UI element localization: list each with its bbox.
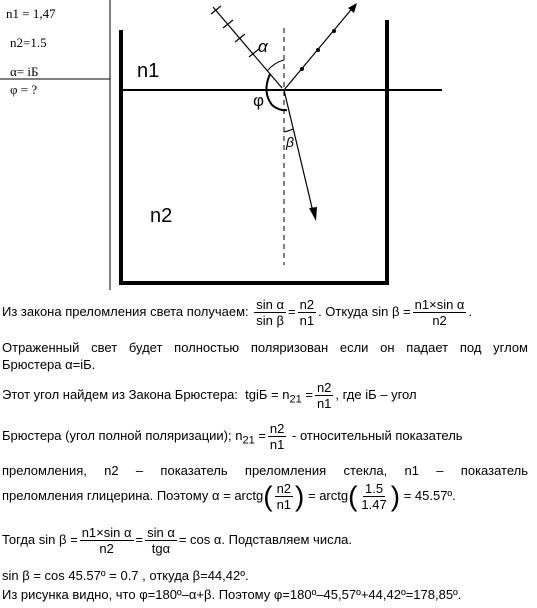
frac-sina-tga: $\frac{\text{sin α}}{\text{tgα}}$	[147, 525, 175, 556]
frac-n2-n1-b: $\frac{n2}{n1}$	[316, 380, 332, 411]
line-brewster-angle: Брюстера α=iБ.	[2, 357, 96, 372]
given-phi: φ = ?	[10, 82, 38, 97]
line-snell: Из закона преломления света получаем: $\frac{\text{sin α}}{\text{sin β}}$ = $\frac{n2}{n1}$ . Откуда sin β = $\frac{\text{n1×sin α}}{n2}$ .	[2, 297, 473, 328]
refraction-diagram	[0, 0, 537, 300]
line-phi-result: Из рисунка видно, что φ=180º–α+β. Поэтому φ=180º–45,57º+44,42º=178,85º.	[2, 587, 462, 602]
label-phi: φ	[253, 91, 265, 110]
line-arctg: преломления глицерина. Поэтому α = arctg( $\frac{n2}{n1}$ ) = arctg( $\frac{1.5}{1.47}$ ) = 45.57º.	[2, 480, 456, 512]
frac-n1sina-n2: $\frac{\text{n1×sin α}}{n2}$	[414, 297, 465, 328]
label-alpha: α	[258, 37, 268, 56]
frac-n2-n1-d: $\frac{n2}{n1}$	[276, 481, 292, 512]
frac-n1sina-n2-b: $\frac{\text{n1×sin α}}{n2}$	[81, 525, 132, 556]
line-numbers: sin β = cos 45.57º = 0.7 , откуда β=44,42º.	[2, 568, 249, 583]
beta-arc	[284, 129, 293, 132]
reflected-ray	[284, 5, 355, 90]
line-refraction-index: преломления, n2 – показатель преломления стекла, n1 – показатель	[2, 463, 528, 478]
refracted-arrowhead	[309, 207, 317, 221]
line-sin-cos: Тогда sin β = $\frac{\text{n1×sin α}}{n2}$ = $\frac{\text{sin α}}{\text{tgα}}$ = cos α. Подставляем числа.	[2, 525, 353, 556]
given-n1: n1 = 1,47	[6, 6, 56, 21]
frac-1.5-1.47: $\frac{1.5}{1.47}$	[361, 481, 387, 512]
vessel	[121, 20, 387, 283]
refracted-ray	[284, 90, 314, 216]
incident-ray	[213, 7, 282, 88]
label-beta: β	[286, 134, 294, 150]
frac-n2-n1-c: $\frac{n2}{n1}$	[269, 421, 285, 452]
given-alpha: α= iБ	[10, 64, 39, 79]
line-relative-index: Брюстера (угол полной поляризации); $n_{21}$ = $\frac{n2}{n1}$ - относительный показатель	[2, 421, 463, 452]
label-n1: n1	[137, 60, 160, 82]
line-polarized: Отраженный свет будет полностью поляризован если он падает под углом	[2, 340, 528, 355]
frac-sina-sinb: $\frac{\text{sin α}}{\text{sin β}}$	[256, 297, 285, 328]
frac-n2-n1: $\frac{n2}{n1}$	[299, 297, 315, 328]
label-n2: n2	[150, 205, 173, 227]
given-n2: n2=1.5	[10, 35, 47, 50]
alpha-arc	[267, 60, 284, 71]
line-brewster-law: Этот угол найдем из Закона Брюстера: tgiБ = $n_{21}$ = $\frac{n2}{n1}$ , где iБ – угол	[2, 380, 417, 411]
